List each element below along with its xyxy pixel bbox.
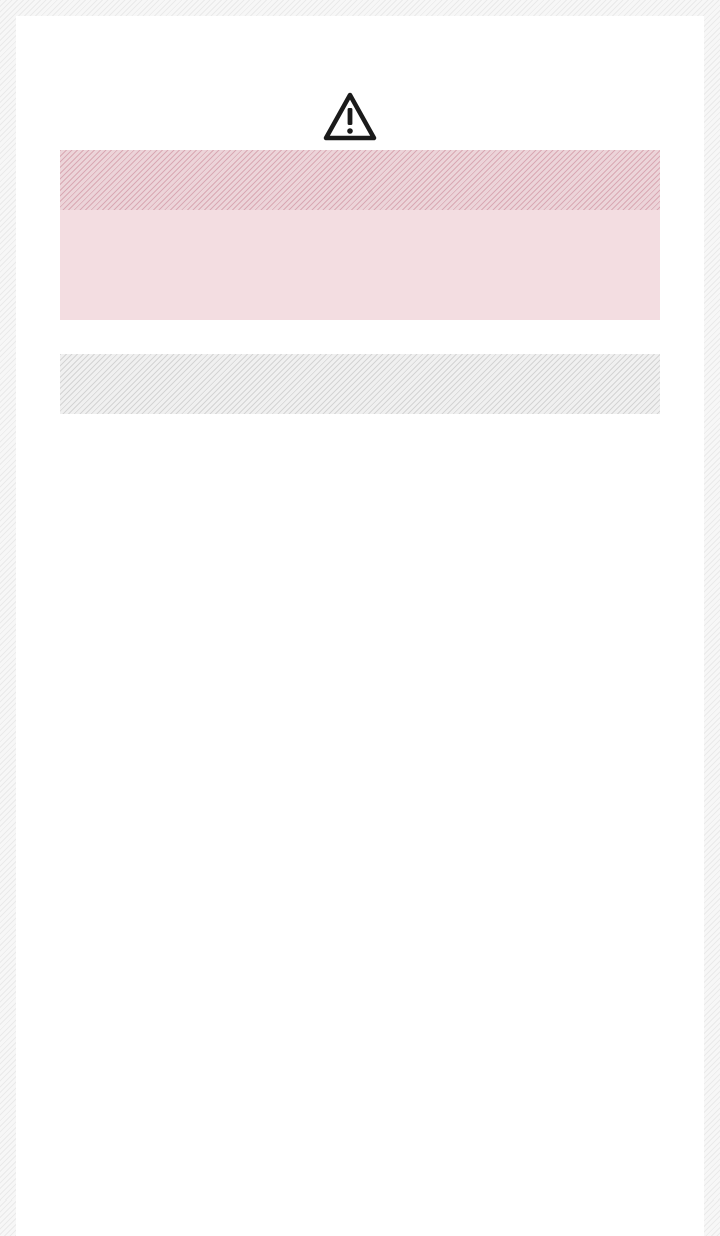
handling-section-header [60,354,660,414]
age-section [60,150,660,320]
notice-card [16,16,704,1236]
age-section-header [60,150,660,210]
warning-triangle-icon [323,92,377,142]
age-section-value [60,210,660,320]
page-title [16,84,704,148]
